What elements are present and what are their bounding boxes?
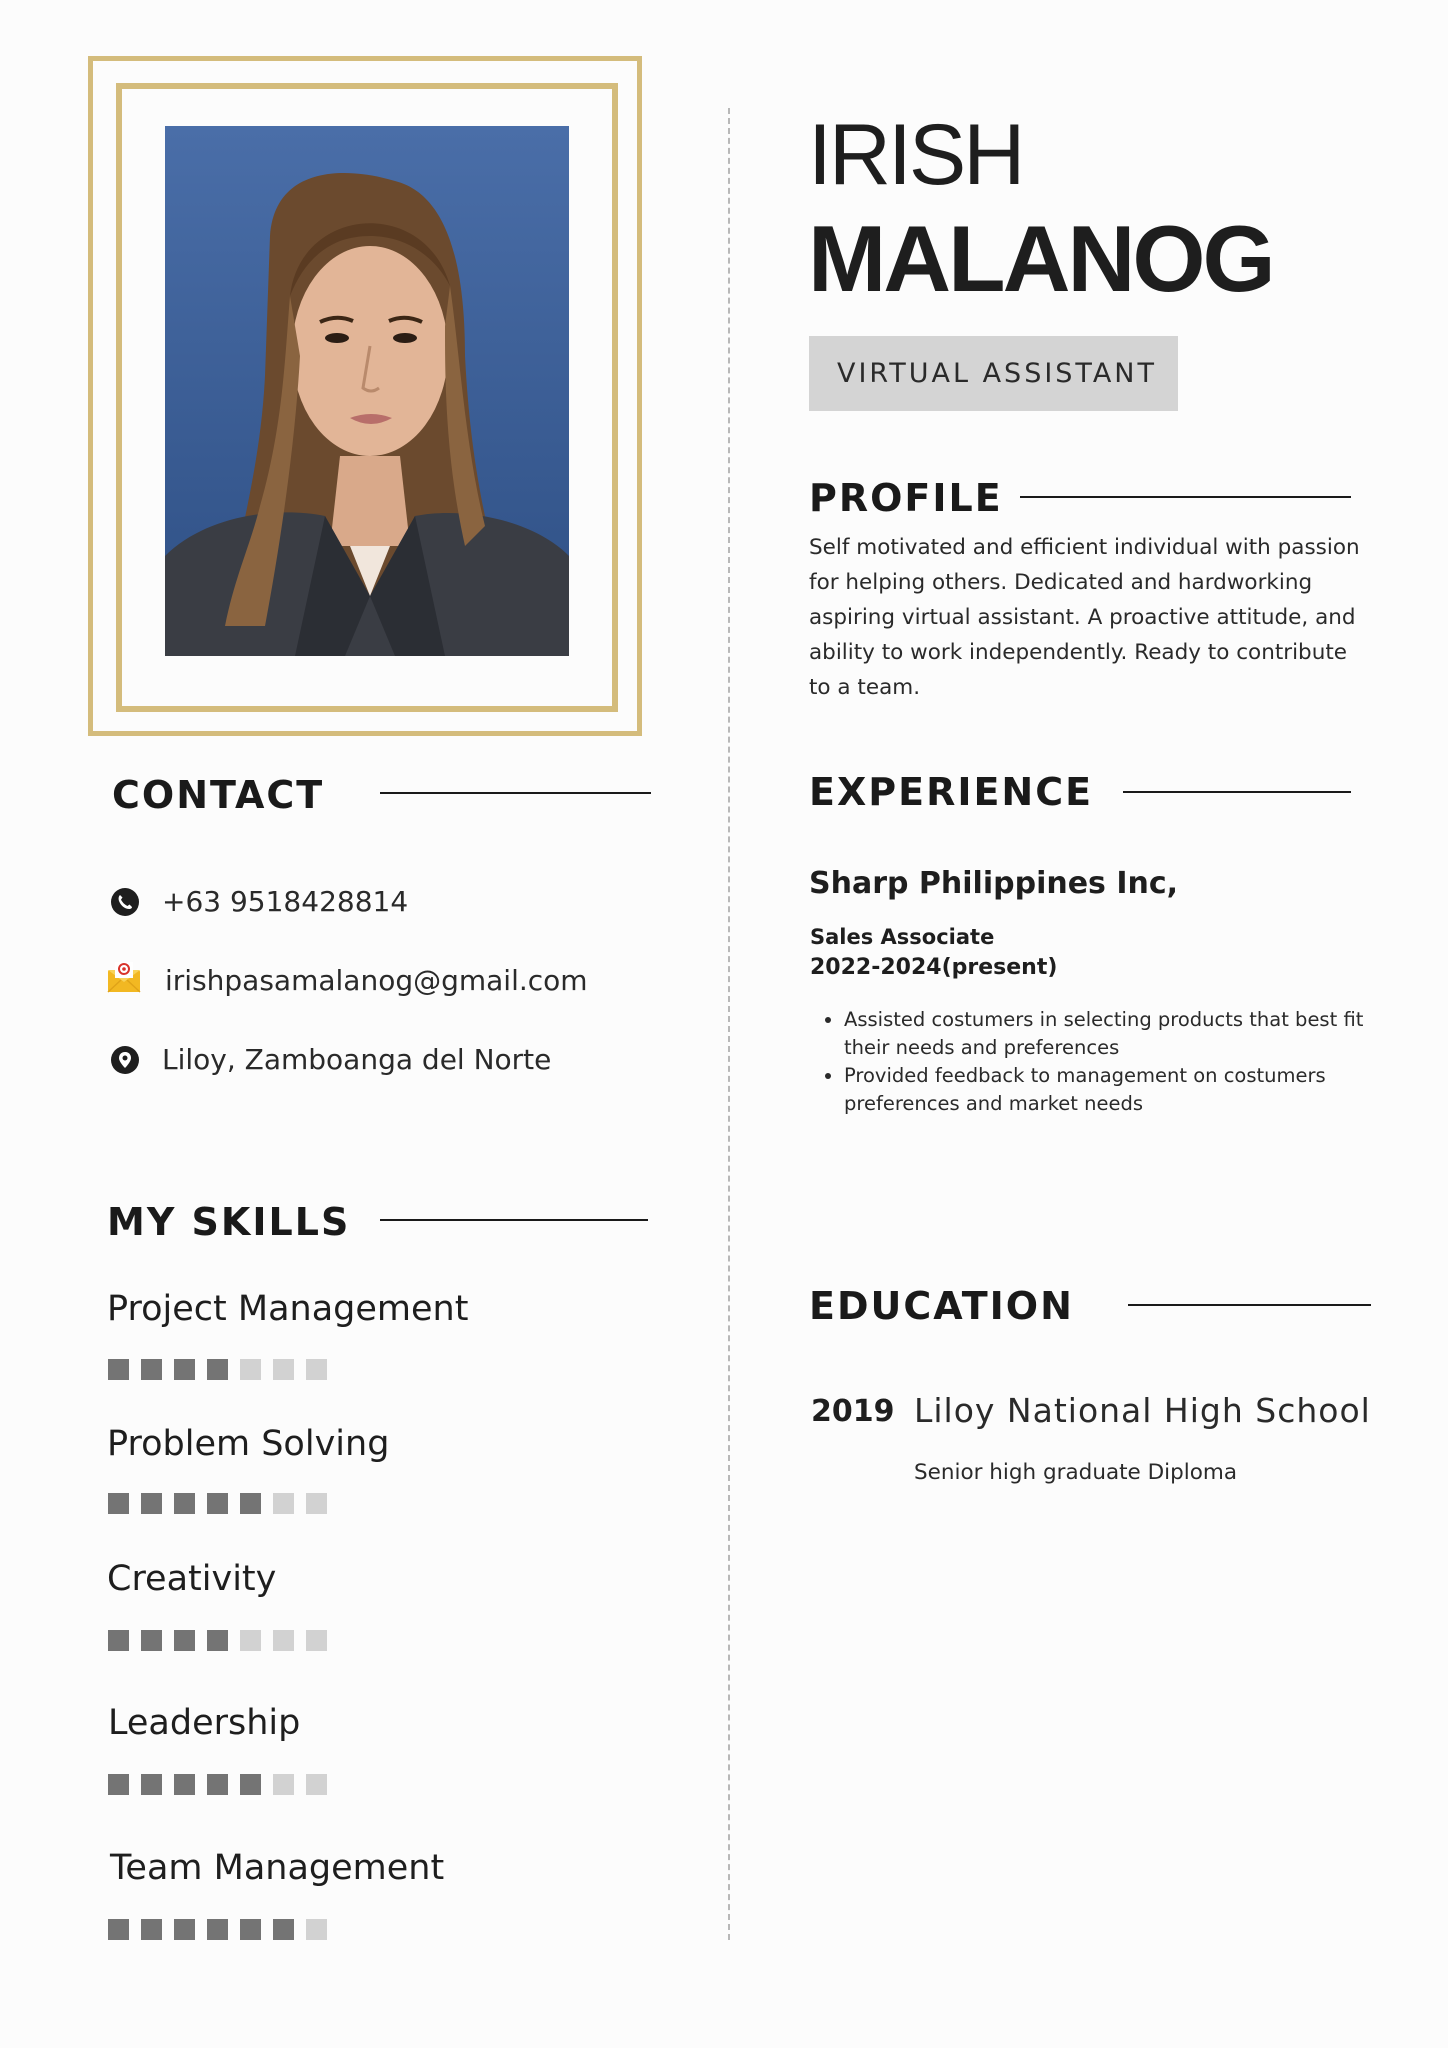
experience-role: Sales Associate [810,925,995,949]
contact-heading-rule [380,792,651,794]
contact-heading: CONTACT [112,773,325,817]
education-heading-rule [1128,1304,1371,1306]
profile-text: Self motivated and efficient individual with passion for helping others. Dedicated and hardworking aspiring virtual assistant. A proactive attitude, and ability to work independently. Ready to contribute to a team. [809,535,1360,700]
skill-square-filled [141,1919,162,1940]
skill-square-empty [306,1359,327,1380]
skill-square-filled [108,1359,129,1380]
skill-square-filled [207,1630,228,1651]
education-school: Liloy National High School [914,1391,1371,1430]
skill-square-filled [207,1919,228,1940]
skill-square-filled [141,1774,162,1795]
experience-heading: EXPERIENCE [809,770,1094,814]
skill-level-bar [108,1774,327,1795]
skill-square-filled [240,1774,261,1795]
skill-square-filled [174,1493,195,1514]
contact-email[interactable]: irishpasamalanog@gmail.com [165,964,588,997]
skills-heading: MY SKILLS [107,1200,351,1244]
skill-square-filled [174,1630,195,1651]
skill-square-filled [108,1493,129,1514]
skill-square-filled [207,1774,228,1795]
skill-square-filled [240,1919,261,1940]
location-icon [110,1045,140,1080]
skill-level-bar [108,1919,327,1940]
skill-square-empty [306,1774,327,1795]
skill-square-filled [108,1919,129,1940]
contact-address: Liloy, Zamboanga del Norte [162,1043,552,1076]
skill-square-filled [108,1774,129,1795]
profile-photo [165,126,569,656]
skill-level-bar [108,1630,327,1651]
experience-heading-rule [1123,791,1351,793]
skill-name: Leadership [108,1703,301,1743]
education-degree: Senior high graduate Diploma [914,1460,1238,1485]
skill-square-filled [207,1493,228,1514]
skill-square-empty [273,1493,294,1514]
experience-company: Sharp Philippines Inc, [809,866,1179,901]
skill-square-filled [207,1359,228,1380]
skill-name: Problem Solving [107,1424,390,1464]
skill-square-empty [306,1919,327,1940]
skill-square-empty [306,1630,327,1651]
skill-name: Team Management [110,1848,445,1888]
skill-square-filled [174,1359,195,1380]
list-item: • Provided feedback to management on costumers preferences and market needs [844,1062,1398,1118]
skill-square-empty [306,1493,327,1514]
skill-name: Creativity [107,1559,277,1599]
education-year: 2019 [811,1394,895,1429]
skill-level-bar [108,1359,327,1380]
skill-square-empty [273,1359,294,1380]
skill-square-filled [174,1919,195,1940]
skill-level-bar [108,1493,327,1514]
skill-square-filled [108,1630,129,1651]
skill-square-empty [273,1774,294,1795]
education-heading: EDUCATION [809,1284,1074,1328]
skill-square-filled [141,1493,162,1514]
profile-heading-rule [1020,496,1351,498]
contact-phone[interactable]: +63 9518428814 [162,885,409,918]
skill-square-empty [273,1630,294,1651]
column-divider [728,108,730,1940]
experience-period: 2022-2024(present) [810,955,1058,980]
skill-square-filled [273,1919,294,1940]
skill-square-filled [174,1774,195,1795]
list-item: • Assisted costumers in selecting products that best fit their needs and preferences [844,1006,1398,1062]
skills-heading-rule [380,1219,648,1221]
profile-heading: PROFILE [809,476,1003,520]
skill-square-filled [141,1359,162,1380]
skill-square-filled [141,1630,162,1651]
skill-square-filled [240,1493,261,1514]
first-name: IRISH [808,107,1023,203]
last-name: MALANOG [808,206,1273,311]
skill-square-empty [240,1630,261,1651]
job-title-badge: VIRTUAL ASSISTANT [809,336,1178,411]
skill-name: Project Management [107,1289,469,1329]
experience-duties [808,1006,1398,1118]
phone-icon [110,887,140,922]
email-icon [106,958,142,999]
skill-square-empty [240,1359,261,1380]
